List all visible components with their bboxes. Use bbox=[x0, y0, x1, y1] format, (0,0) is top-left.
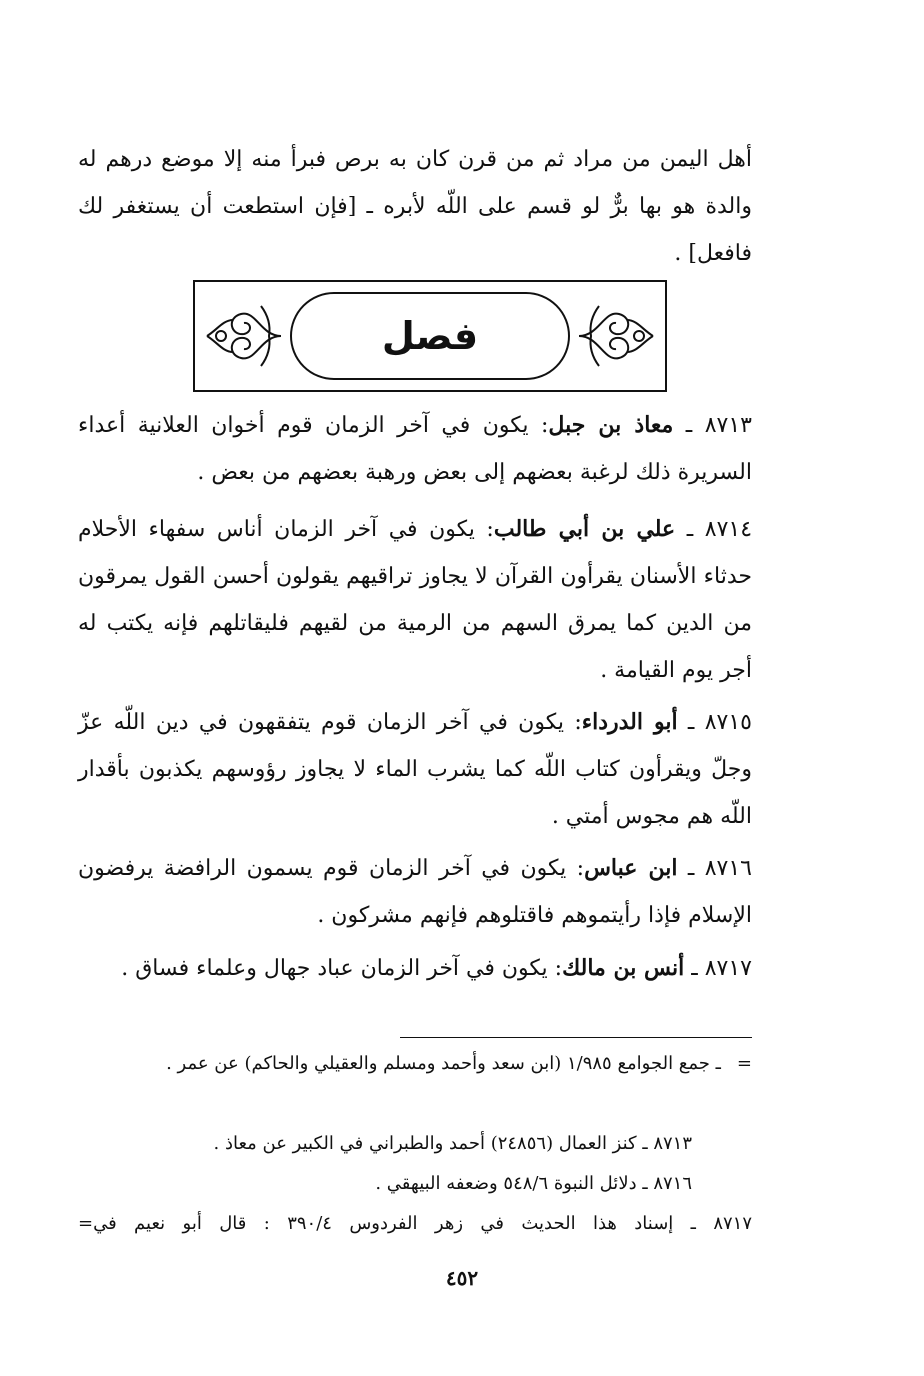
hadith-text: : يكون في آخر الزمان قوم يتفقهون في دين اللّه عزّ وجلّ ويقرأون كتاب اللّه كما يشرب الماء لا يجاوز رؤوسهم يكذبون بأقدار اللّه هم مجوس أمتي . bbox=[78, 710, 752, 829]
hadith-text: : يكون في آخر الزمان قوم أخوان العلانية أعداء السريرة ذلك لرغبة بعضهم إلى بعض ورهبة بعضهم من بعض . bbox=[78, 413, 752, 485]
hadith-text: : يكون في آخر الزمان عباد جهال وعلماء فساق . bbox=[121, 956, 563, 981]
footnote-8717: ٨٧١٧ ـ إسناد هذا الحديث في زهر الفردوس ٣٩٠/٤ : قال أبو نعيم في= bbox=[78, 1213, 752, 1234]
hadith-number: ٨٧١٣ ـ bbox=[685, 413, 752, 438]
narrator-name: معاذ بن جبل bbox=[548, 412, 674, 438]
footnote-text: ـ جمع الجوامع ١/٩٨٥ (ابن سعد وأحمد ومسلم والعقيلي والحاكم) عن عمر . bbox=[166, 1053, 721, 1074]
hadith-8714 bbox=[78, 506, 752, 694]
hadith-number: ٨٧١٥ ـ bbox=[687, 710, 752, 735]
narrator-name: ابن عباس bbox=[584, 855, 678, 881]
hadith-text: : يكون في آخر الزمان قوم يسمون الرافضة يرفضون الإسلام فإذا رأيتموهم فاقتلوهم فإنهم مشركون . bbox=[78, 856, 752, 928]
hadith-number: ٨٧١٤ ـ bbox=[686, 517, 753, 542]
footnote-8716: ٨٧١٦ ـ دلائل النبوة ٥٤٨/٦ وضعفه البيهقي . bbox=[375, 1173, 692, 1194]
footnote-8713: ٨٧١٣ ـ كنز العمال (٢٤٨٥٦) أحمد والطبراني في الكبير عن معاذ . bbox=[213, 1133, 692, 1154]
hadith-8717 bbox=[78, 945, 752, 992]
hadith-number: ٨٧١٧ ـ bbox=[691, 956, 752, 981]
intro-paragraph bbox=[78, 136, 752, 277]
page-number: ٤٥٢ bbox=[445, 1266, 479, 1290]
narrator-name: أنس بن مالك bbox=[562, 955, 685, 981]
continuation-mark: = bbox=[736, 1053, 752, 1074]
ornament-scroll-left-icon bbox=[201, 290, 287, 382]
hadith-number: ٨٧١٦ ـ bbox=[687, 856, 752, 881]
hadith-8715 bbox=[78, 699, 752, 840]
hadith-8716 bbox=[78, 845, 752, 939]
section-header-frame bbox=[193, 280, 667, 392]
section-title: فصل bbox=[381, 314, 479, 358]
intro-text: أهل اليمن من مراد ثم من قرن كان به برص فبرأ منه إلا موضع درهم له والدة هو بها برٌّ لو قسم على اللّه لأبره ـ [فإن استطعت أن يستغفر لك فافعل] . bbox=[78, 147, 752, 266]
footnote-divider bbox=[400, 1037, 752, 1038]
hadith-text: : يكون في آخر الزمان أناس سفهاء الأحلام حدثاء الأسنان يقرأون القرآن لا يجاوز تراقيهم يقولون أحسن القول يمرقون من الدين كما يمرق السهم من الرمية من لقيهم فليقاتلهم فإنه يكتب له أجر يوم القيامة . bbox=[78, 517, 752, 683]
section-title-cartouche bbox=[290, 292, 570, 380]
ornament-scroll-right-icon bbox=[573, 290, 659, 382]
hadith-8713 bbox=[78, 402, 752, 496]
footnote-continuation bbox=[78, 1044, 752, 1084]
narrator-name: أبو الدرداء bbox=[581, 709, 678, 735]
narrator-name: علي بن أبي طالب bbox=[493, 516, 676, 542]
